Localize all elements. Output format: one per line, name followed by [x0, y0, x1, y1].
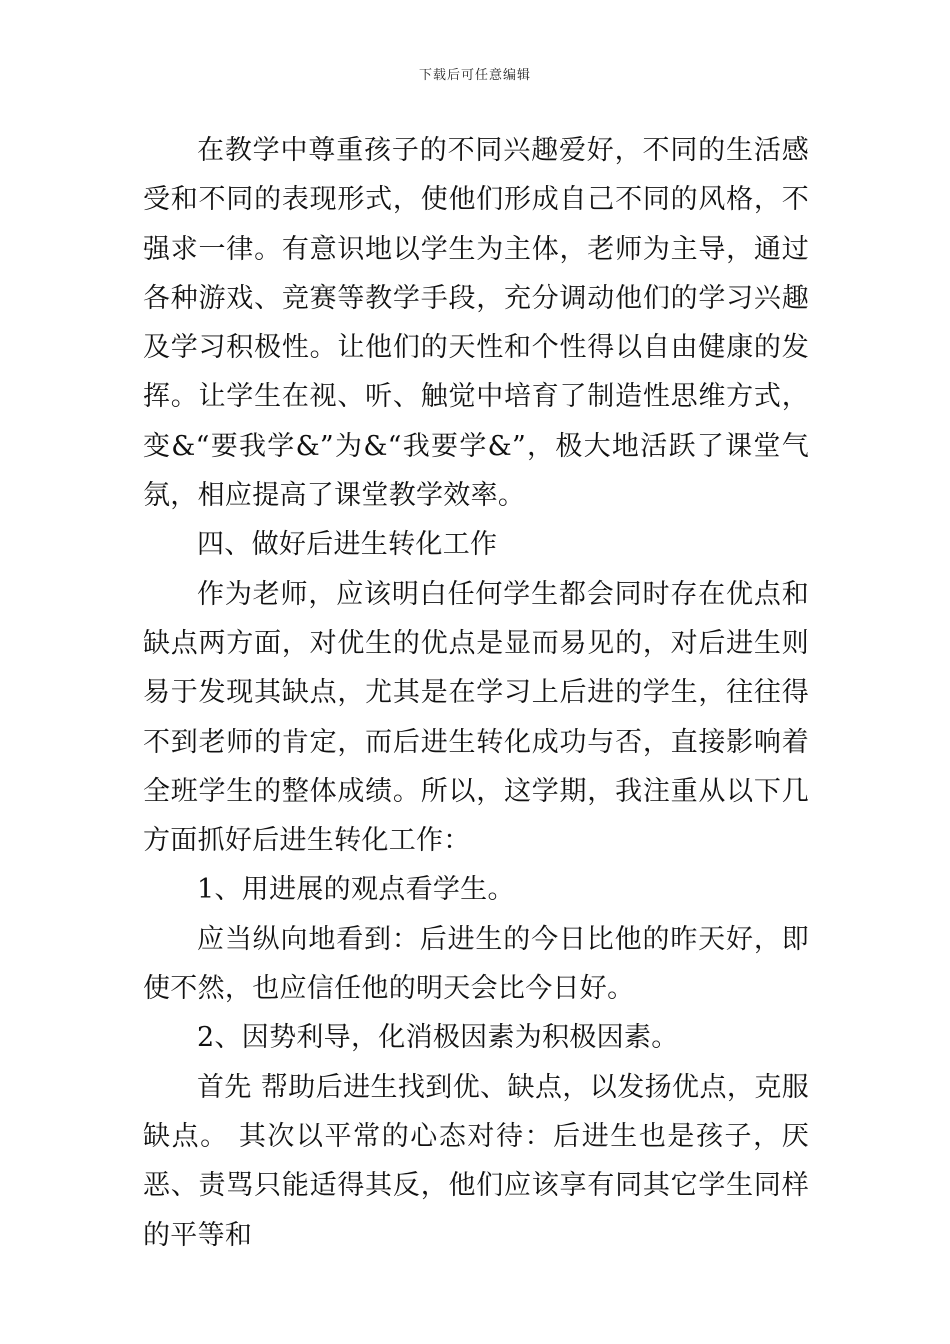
body-paragraph-first-help: 首先 帮助后进生找到优、缺点，以发扬优点，克服缺点。 其次以平常的心态对待：后进生也是孩子，厌恶、责骂只能适得其反，他们应该享有同其它学生同样的平等和 [143, 1071, 809, 1251]
list-item-heading-1: 1、用进展的观点看学生。 [197, 874, 515, 906]
page-header: 下载后可任意编辑 [418, 68, 531, 83]
document-body [143, 126, 809, 1260]
body-paragraph-teaching: 在教学中尊重孩子的不同兴趣爱好，不同的生活感受和不同的表现形式，使他们形成自己不同的风格，不强求一律。有意识地以学生为主体，老师为主导，通过各种游戏、竞赛等教学手段，充分调动他们的学习兴趣及学习积极性。让他们的天性和个性得以自由健康的发挥。让学生在视、听、触觉中培育了制造性思维方式，变&“要我学&”为&“我要学&”，极大地活跃了课堂气氛，相应提高了课堂教学效率。 [143, 135, 809, 512]
list-item-heading-2: 2、因势利导，化消极因素为积极因素。 [197, 1022, 679, 1054]
body-paragraph-teacher-role: 作为老师，应该明白任何学生都会同时存在优点和缺点两方面，对优生的优点是显而易见的，对后进生则易于发现其缺点，尤其是在学习上后进的学生，往往得不到老师的肯定，而后进生转化成功与否，直接影响着全班学生的整体成绩。所以，这学期，我注重从以下几方面抓好后进生转化工作： [143, 578, 809, 857]
section-heading-four: 四、做好后进生转化工作 [197, 529, 498, 561]
body-paragraph-longitudinal: 应当纵向地看到：后进生的今日比他的昨天好，即使不然，也应信任他的明天会比今日好。 [143, 923, 809, 1005]
